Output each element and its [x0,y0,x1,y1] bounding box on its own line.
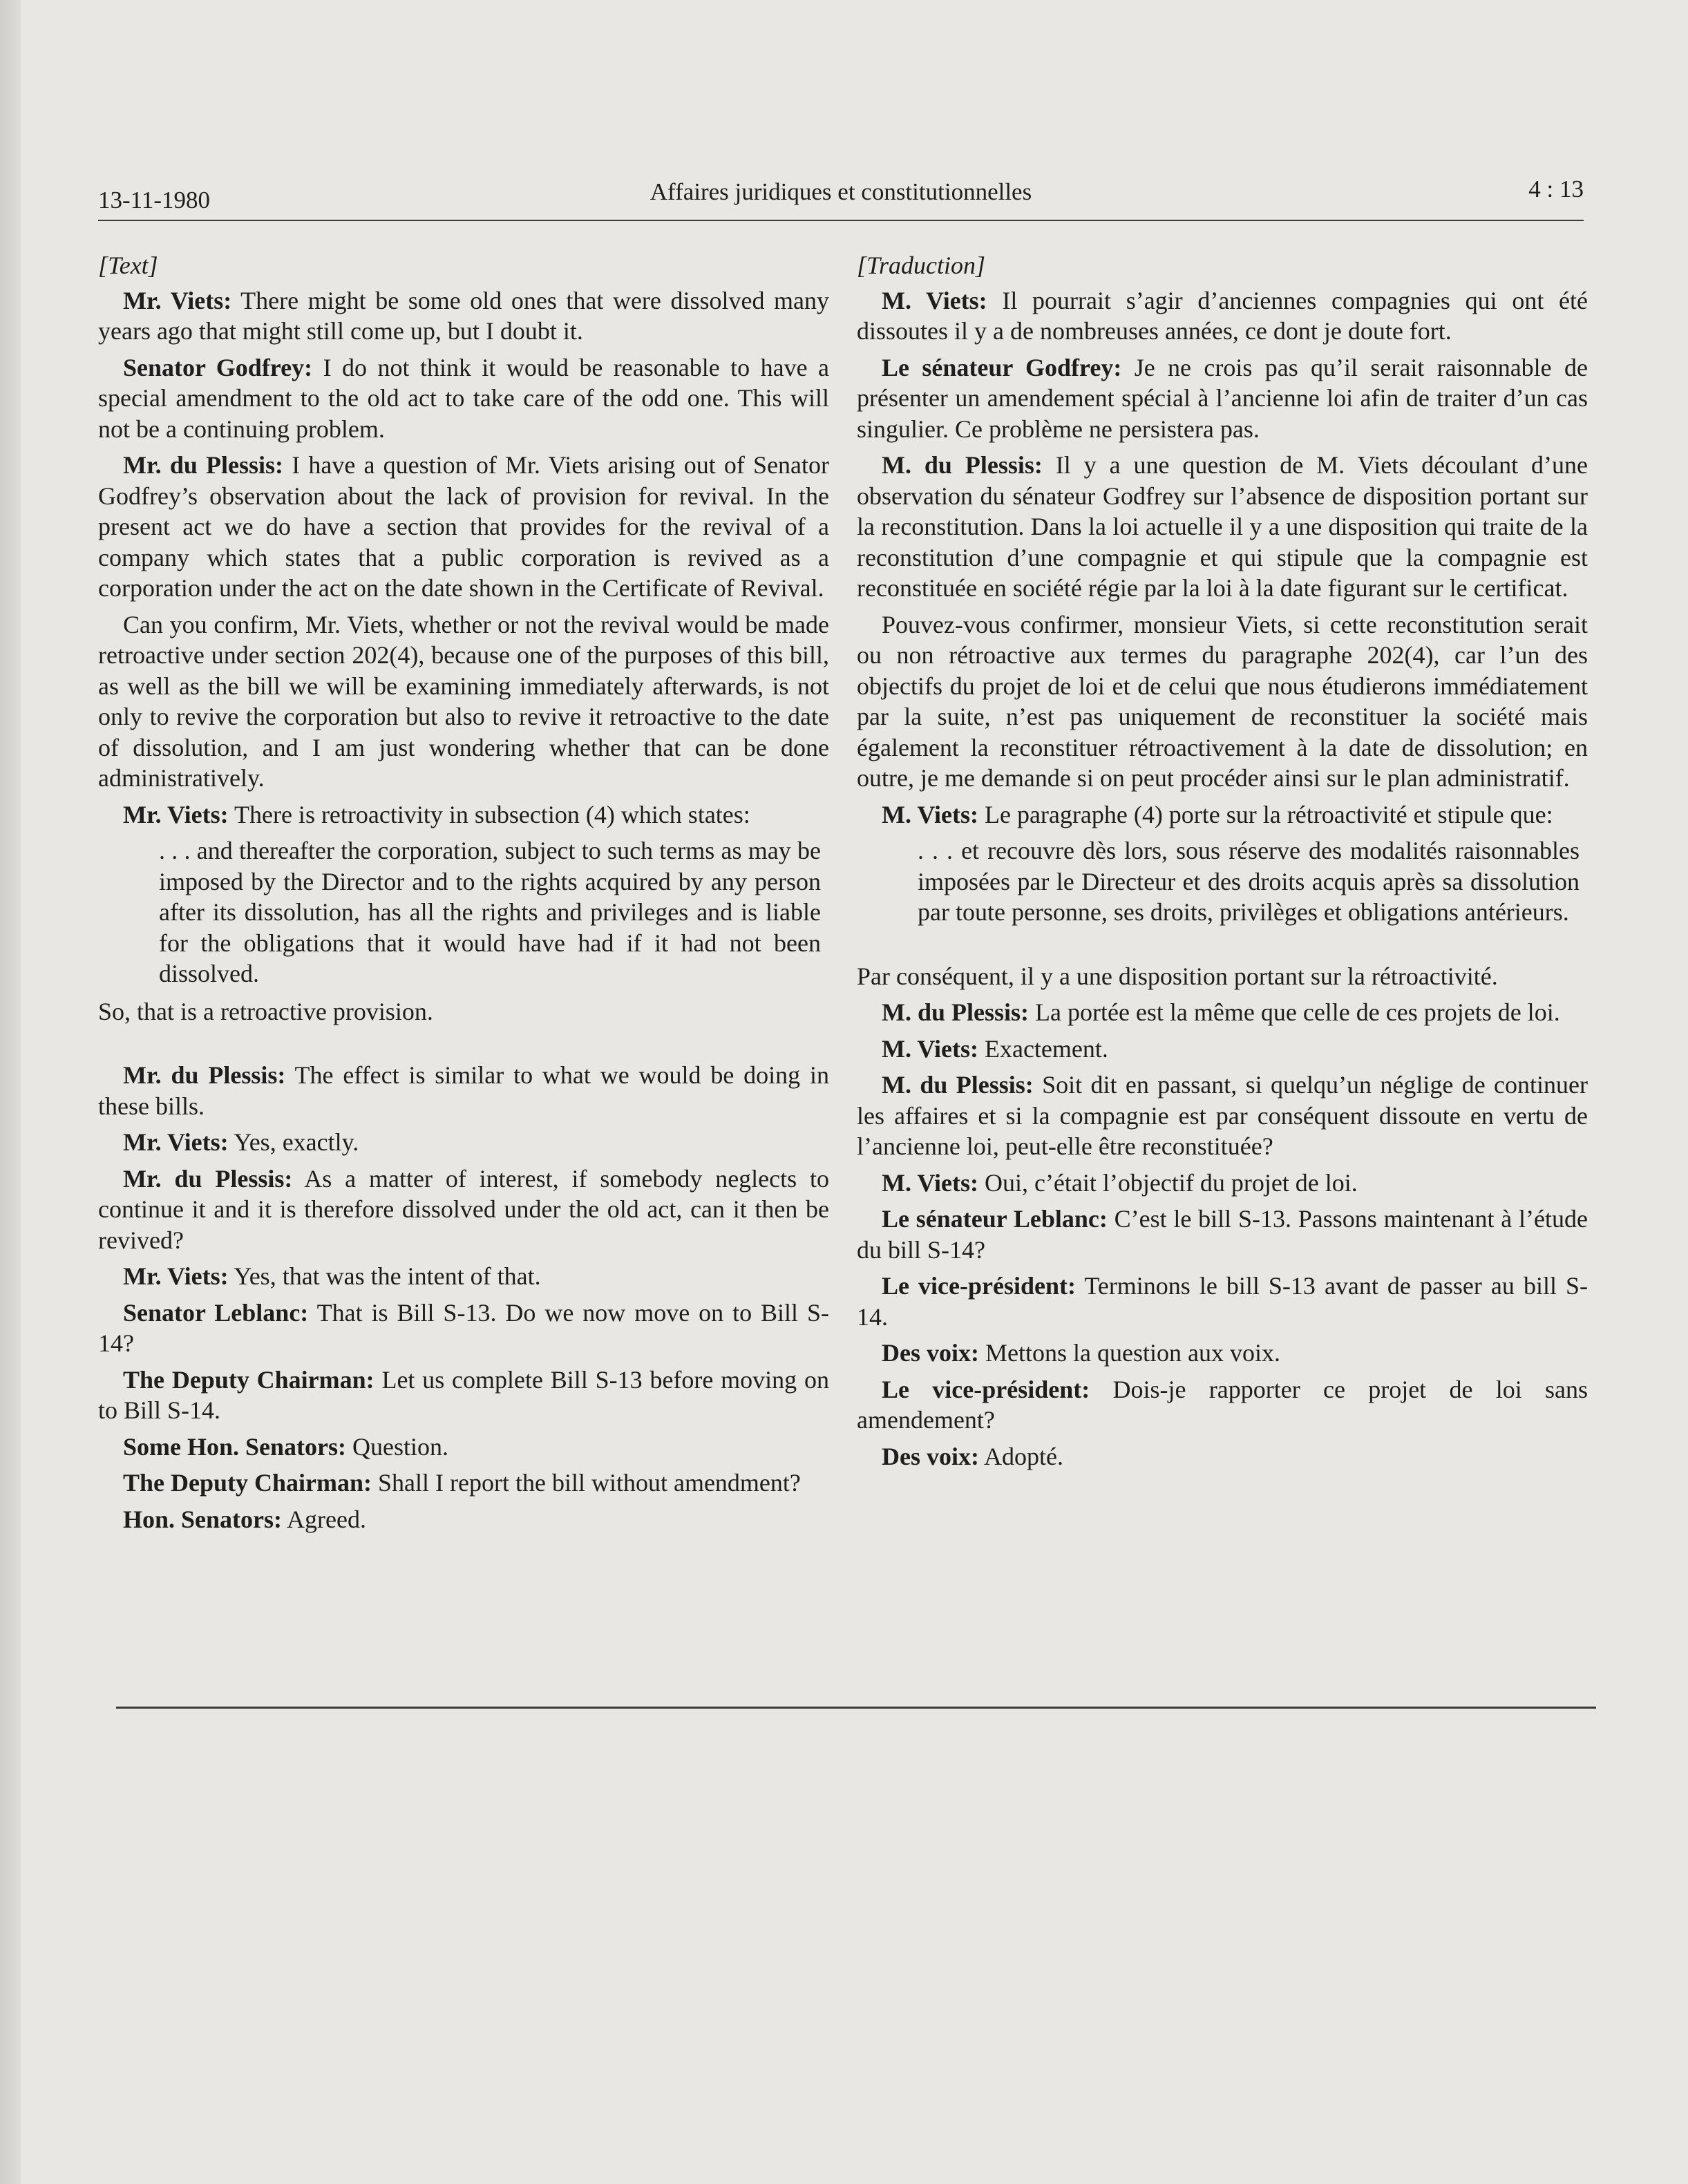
english-column [98,250,829,1540]
transcript-entry [857,1168,1588,1199]
speaker-name: Mr. Viets: [123,1262,229,1290]
speech-text: Le paragraphe (4) porte sur la rétroactivité et stipule que: [984,800,1553,828]
speech-text: Dois-je rapporter ce projet de loi sans amendement? [857,1375,1588,1434]
speech-text: Je ne crois pas qu’il serait raisonnable de présenter un amendement spécial à l’ancienne loi afin de traiter d’un cas singulier. Ce problème ne persistera pas. [857,353,1588,443]
transcript-entry [857,450,1588,604]
speech-text: Yes, that was the intent of that. [234,1262,541,1290]
speaker-name: M. Viets: [882,1034,978,1063]
transcript-entry [98,1060,829,1121]
speech-text: Yes, exactly. [234,1128,359,1156]
speech-text: Adopté. [984,1442,1063,1470]
speaker-name: Mr. Viets: [123,800,229,828]
speaker-name: M. Viets: [882,1168,978,1197]
transcript-entry [98,1298,829,1359]
transcript-entry [857,997,1588,1028]
speaker-name: The Deputy Chairman: [123,1469,372,1497]
speaker-name: The Deputy Chairman: [123,1365,374,1394]
transcript-entry [857,1441,1588,1472]
transcript-entry [857,1271,1588,1332]
speech-text: Oui, c’était l’objectif du projet de loi. [984,1168,1358,1197]
speaker-name: Des voix: [882,1339,979,1367]
speaker-name: M. du Plessis: [882,1071,1034,1099]
speech-text: Il y a une question de M. Viets découlant d’une observation du sénateur Godfrey sur l’absence de disposition portant sur la reconstitution. Dans la loi actuelle il y a une disposition qui traite de la reconstitution d’une compagnie et qui stipule que la compagnie est reconstituée en société régie par la loi à la date figurant sur le certificat. [857,451,1589,602]
speaker-name: Some Hon. Senators: [123,1432,346,1461]
transcript-entry [857,609,1588,794]
speech-text: C’est le bill S-13. Passons maintenant à l’étude du bill S-14? [857,1205,1588,1264]
transcript-entry [857,1338,1588,1369]
speech-text: There might be some old ones that were dissolved many years ago that might still come up, but I doubt it. [98,286,829,345]
transcript-entry [98,1127,829,1158]
header-page-number: 4 : 13 [1528,175,1584,202]
header-date: 13-11-1980 [98,187,211,213]
transcript-entry [98,609,829,794]
transcript-entry [98,799,829,830]
transcript-entry [857,1034,1588,1065]
transcript-entry [98,1468,829,1499]
speaker-name: Le sénateur Leblanc: [882,1205,1108,1233]
speech-text: Let us complete Bill S-13 before moving on to Bill S-14. [98,1365,829,1424]
column-label: [Text] [98,251,158,279]
speaker-name: Hon. Senators: [123,1505,283,1533]
transcript-entry [857,799,1588,830]
french-column [857,250,1588,1477]
statute-quote: . . . et recouvre dès lors, sous réserve des modalités raisonnables imposées par le Directeur et des droits acquis après sa dissolution par toute personne, ses droits, privilèges et obligations antérieurs. [918,837,1580,926]
speaker-name: Des voix: [882,1442,979,1470]
transcript-continuation: Par conséquent, il y a une disposition portant sur la rétroactivité. [857,962,1498,990]
speech-text: Il pourrait s’agir d’anciennes compagnies qui ont été dissoutes il y a de nombreuses années, ce dont je doute fort. [857,286,1588,345]
speech-text: Exactement. [984,1034,1108,1063]
speech-text: Soit dit en passant, si quelqu’un néglige de continuer les affaires et si la compagnie est par conséquent dissoute en vertu de l’ancienne loi, peut-elle être reconstituée? [857,1071,1588,1160]
speaker-name: Le sénateur Godfrey: [882,353,1122,381]
speaker-name: M. du Plessis: [882,998,1030,1026]
speech-text: Pouvez-vous confirmer, monsieur Viets, si cette reconstitution serait ou non rétroactive aux termes du paragraphe 202(4), car l’un des objectifs du projet de loi et de celui que nous étudierons immédiatement par la suite, n’est pas uniquement de reconstituer la société mais également la reconstituer rétroactivement à la date de dissolution; en outre, je me demande si on peut procéder ainsi sur le plan administratif. [857,610,1588,792]
speaker-name: Mr. Viets: [123,1128,229,1156]
transcript-entry [98,352,829,445]
transcript-entry [857,1070,1588,1162]
speech-text: I have a question of Mr. Viets arising out of Senator Godfrey’s observation about the lack of provision for revival. In the present act we do have a section that provides for the revival of a company which states that a public corporation is revived as a corporation under the act on the date shown in the Certificate of Revival. [98,451,830,602]
speech-text: That is Bill S-13. Do we now move on to Bill S-14? [98,1298,829,1357]
transcript-entry [98,450,829,604]
transcript-entry [857,1374,1588,1436]
speaker-name: Mr. Viets: [123,286,232,314]
footer-rule [116,1707,1596,1709]
transcript-entry [98,1164,829,1256]
column-label: [Traduction] [857,251,986,279]
speech-text: I do not think it would be reasonable to have a special amendment to the old act to take care of the odd one. This will not be a continuing problem. [98,353,830,443]
header-rule [98,220,1584,221]
speech-text: As a matter of interest, if somebody neglects to continue it and it is therefore dissolved under the old act, can it then be revived? [98,1164,830,1254]
speaker-name: Senator Leblanc: [123,1298,309,1327]
statute-quote: . . . and thereafter the corporation, subject to such terms as may be imposed by the Director and to the rights acquired by any person after its dissolution, has all the rights and privileges and is liable for the obligations that it would have had if it had not been dissolved. [159,837,821,987]
speech-text: Question. [352,1432,448,1461]
transcript-entry [857,352,1588,445]
transcript-entry [98,1365,829,1426]
speaker-name: M. du Plessis: [882,451,1043,479]
transcript-entry [98,1261,829,1292]
header-title: Affaires juridiques et constitutionnelles [649,178,1032,205]
speech-text: Mettons la question aux voix. [985,1339,1280,1367]
speech-text: Terminons le bill S-13 avant de passer au bill S-14. [857,1272,1588,1331]
speaker-name: Mr. du Plessis: [123,1164,293,1193]
speaker-name: M. Viets: [882,286,987,314]
transcript-entry [98,1432,829,1463]
speaker-name: Mr. du Plessis: [123,451,284,479]
speech-text: Shall I report the bill without amendment? [378,1469,801,1497]
transcript-continuation: So, that is a retroactive provision. [98,997,433,1025]
transcript-entry [857,285,1588,347]
speech-text: There is retroactivity in subsection (4) which states: [234,800,750,828]
speech-text: Agreed. [287,1505,366,1533]
transcript-entry [98,285,829,347]
speaker-name: Le vice-président: [882,1375,1090,1403]
speaker-name: M. Viets: [882,800,978,828]
scan-spine-shadow [0,0,21,2184]
speech-text: The effect is similar to what we would be doing in these bills. [98,1061,830,1120]
speaker-name: Mr. du Plessis: [123,1061,286,1089]
speech-text: Can you confirm, Mr. Viets, whether or not the revival would be made retroactive under section 202(4), because one of the purposes of this bill, as well as the bill we will be examining immediately afterwards, is not only to revive the corporation but also to revive it retroactive to the date of dissolution, and I am just wondering whether that can be done administratively. [98,610,829,792]
transcript-entry [857,1204,1588,1265]
transcript-entry [98,1504,829,1535]
speaker-name: Senator Godfrey: [123,353,313,381]
speaker-name: Le vice-président: [882,1272,1076,1300]
speech-text: La portée est la même que celle de ces projets de loi. [1035,998,1560,1026]
page-header [98,171,1584,213]
